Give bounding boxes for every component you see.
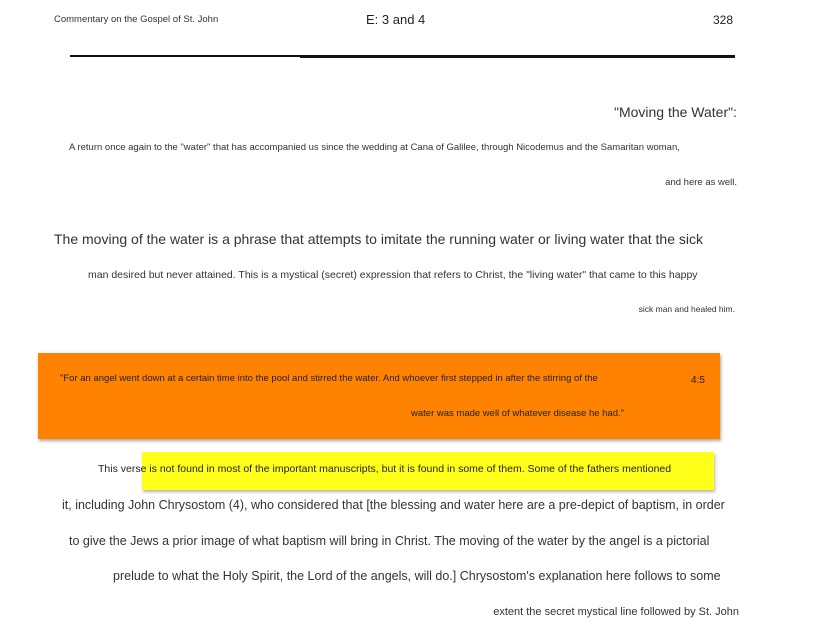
header-rule-secondary xyxy=(300,57,735,58)
intro-line: A return once again to the "water" that has accompanied us since the wedding at Cana of Galilee, through Nicodemus and the Samaritan woman, xyxy=(69,142,680,153)
body-line: extent the secret mystical line followed by St. John xyxy=(493,606,739,618)
verse-reference: 4:5 xyxy=(691,375,705,386)
body-line: it, including John Chrysostom (4), who considered that [the blessing and water here are a pre-depict of baptism, in order xyxy=(62,498,725,512)
paragraph-line: The moving of the water is a phrase that attempts to imitate the running water or living water that the sick xyxy=(54,231,703,247)
paragraph-line: man desired but never attained. This is a mystical (secret) expression that refers to Christ, the "living water" that came to this happy xyxy=(88,269,698,281)
body-line: prelude to what the Holy Spirit, the Lord of the angels, will do.] Chrysostom's explanation here follows to some xyxy=(113,569,721,583)
verse-highlight-box xyxy=(38,353,720,439)
header-book-title: Commentary on the Gospel of St. John xyxy=(54,14,219,25)
body-line: to give the Jews a prior image of what baptism will bring in Christ. The moving of the water by the angel is a pictorial xyxy=(69,534,710,548)
paragraph-line: sick man and healed him. xyxy=(638,304,735,314)
verse-line: water was made well of whatever disease he had." xyxy=(411,408,625,419)
intro-line: and here as well. xyxy=(665,177,737,188)
header-section: E: 3 and 4 xyxy=(366,12,426,27)
header-page-number: 328 xyxy=(713,13,734,27)
verse-line: "For an angel went down at a certain time into the pool and stirred the water. And whoever first stepped in after the stirring of the xyxy=(60,373,598,384)
section-heading: "Moving the Water": xyxy=(613,104,737,120)
note-text: This verse is not found in most of the important manuscripts, but it is found in some of them. Some of the fathers mentioned xyxy=(98,463,672,475)
